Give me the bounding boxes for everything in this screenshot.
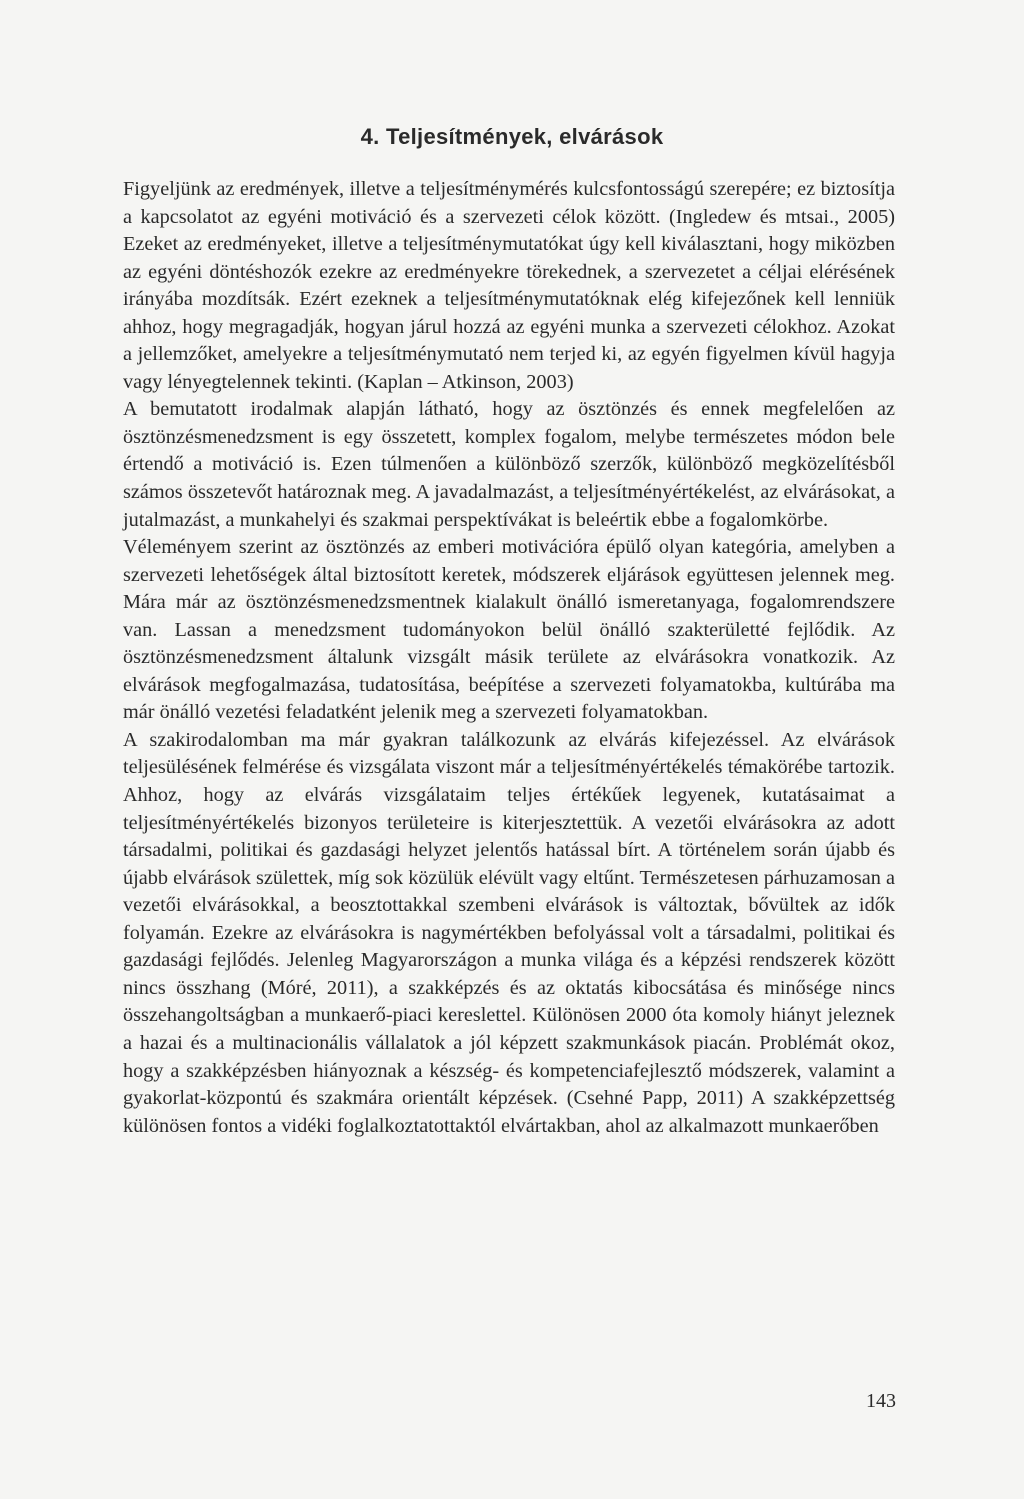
body-text (123, 176, 895, 1140)
paragraph-4: A szakirodalomban ma már gyakran találkozunk az elvárás kifejezéssel. Az elvárások teljesülésének felmérése és vizsgálata viszont már a teljesítményértékelés témakörébe tartozik. Ahhoz, hogy az elvárás vizsgálataim teljes értékűek legyenek, kutatásaimat a teljesítményértékelés bizonyos területeire is kiterjesztettük. A vezetői elvárásokra az adott társadalmi, politikai és gazdasági helyzet jelentős hatással bírt. A történelem során újabb és újabb elvárások születtek, míg sok közülük elévült vagy eltűnt. Természetesen párhuzamosan a vezetői elvárásokkal, a beosztottakkal szembeni elvárások is változtak, bővültek az idők folyamán. Ezekre az elvárásokra is nagymértékben befolyással volt a társadalmi, politikai és gazdasági fejlődés. Jelenleg Magyarországon a munka világa és a képzési rendszerek között nincs összhang (Móré, 2011), a szakképzés és az oktatás kibocsátása és minősége nincs összehangoltságban a munkaerő-piaci kereslettel. Különösen 2000 óta komoly hiányt jeleznek a hazai és a multinacionális vállalatok a jól képzett szakmunkások piacán. Problémát okoz, hogy a szakképzésben hiányoznak a készség- és kompetenciafejlesztő módszerek, valamint a gyakorlat-központú és szakmára orientált képzések. (Csehné Papp, 2011) A szakképzettség különösen fontos a vidéki foglalkoztatottaktól elvártakban, ahol az alkalmazott munkaerőben (123, 728, 895, 1137)
paragraph-3: Véleményem szerint az ösztönzés az emberi motivációra épülő olyan kategória, amelyben a szervezeti lehetőségek által biztosított keretek, módszerek eljárások együttesen jelennek meg. Mára már az ösztönzésmenedzsmentnek kialakult önálló ismeretanyaga, fogalomrendszere van. Lassan a menedzsment tudományokon belül önálló szakterületté fejlődik. Az ösztönzésmenedzsment általunk vizsgált másik területe az elvárásokra vonatkozik. Az elvárások megfogalmazása, tudatosítása, beépítése a szervezeti folyamatokba, kultúrába ma már önálló vezetési feladatként jelenik meg a szervezeti folyamatokban. (123, 536, 895, 724)
section-heading: 4. Teljesítmények, elvárások (360, 124, 664, 149)
page-number: 143 (866, 1390, 896, 1412)
paragraph-2: A bemutatott irodalmak alapján látható, hogy az ösztönzés és ennek megfelelően az ösztönzésmenedzsment is egy összetett, komplex fogalom, melybe természetes módon bele értendő a motiváció is. Ezen túlmenően a különböző szerzők, különböző megközelítésből számos összetevőt határoznak meg. A javadalmazást, a teljesítményértékelést, az elvárásokat, a jutalmazást, a munkahelyi és szakmai perspektívákat is beleértik ebbe a fogalomkörbe. (123, 398, 895, 531)
paragraph-1: Figyeljünk az eredmények, illetve a teljesítménymérés kulcsfontosságú szerepére; ez biztosítja a kapcsolatot az egyéni motiváció és a szervezeti célok között. (Ingledew és mtsai., 2005) Ezeket az eredményeket, illetve a teljesítménymutatókat úgy kell kiválasztani, hogy miközben az egyéni döntéshozók ezekre az eredményekre törekednek, a szervezetet a céljai elérésének irányába mozdítsák. Ezért ezeknek a teljesítménymutatóknak elég kifejezőnek kell lenniük ahhoz, hogy megragadják, hogyan járul hozzá az egyéni munka a szervezeti célokhoz. Azokat a jellemzőket, amelyekre a teljesítménymutató nem terjed ki, az egyén figyelmen kívül hagyja vagy lényegtelennek tekinti. (Kaplan – Atkinson, 2003) (123, 178, 895, 393)
